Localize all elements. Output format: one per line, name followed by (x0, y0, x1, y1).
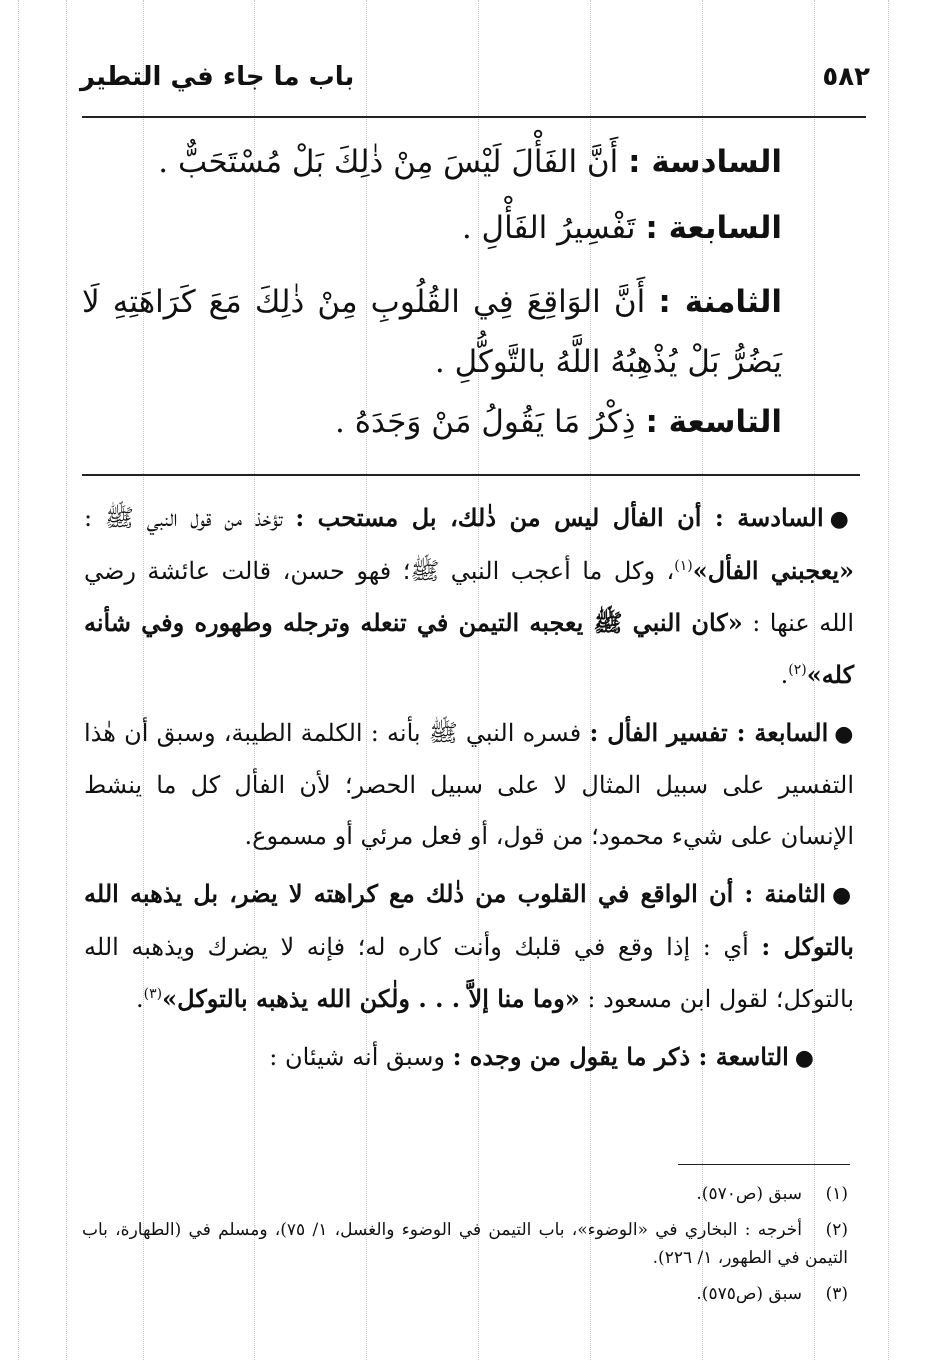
matn-item (82, 400, 782, 444)
bullet-icon: ● (834, 722, 854, 747)
footnote-ref[interactable]: (٣) (143, 986, 163, 1002)
matn-item (82, 272, 782, 392)
commentary-heading: الثامنة : أن الواقع في القلوب من ذٰلك مع كراهته لا يضر، بل يذهبه الله بالتوكل : (84, 879, 854, 961)
matn-item-text: ذِكْرُ مَا يَقُولُ مَنْ وَجَدَهُ . (335, 404, 636, 440)
footnote-ref[interactable]: (٢) (788, 662, 807, 678)
section-rule (82, 474, 860, 476)
commentary-text: . (780, 661, 789, 689)
matn-section (82, 140, 782, 444)
commentary-text: أي : إذا وقع في قلبك وأنت كاره له؛ فإنه لا يضرك ويذهبه الله بالتوكل؛ لقول ابن مسعود : (84, 933, 854, 1013)
matn-item-label: السابعة : (645, 210, 782, 246)
commentary-text: . (136, 985, 144, 1013)
footnotes-section (82, 1180, 848, 1308)
commentary-text: ، وكل ما أعجب النبي ﷺ؛ فهو حسن، قالت عائشة رضي الله عنها : (84, 557, 854, 637)
footnote-ref[interactable]: (١) (674, 558, 693, 574)
commentary-heading: التاسعة : ذكر ما يقول من وجده : (452, 1042, 789, 1071)
footnote-item (82, 1280, 848, 1308)
footnote-text: أخرجه : البخاري في «الوضوء»، باب التيمن في الوضوء والغسل، ١/ ٧٥)، ومسلم في (الطهارة، باب التيمن في الطهور، ١/ ٢٢٦). (82, 1220, 848, 1268)
footnote-text: سبق (ص٥٧٥). (696, 1284, 802, 1304)
header-rule (82, 116, 866, 118)
commentary-paragraph (84, 492, 854, 701)
hadith-quote: «يعجبني الفأل» (692, 556, 854, 585)
page-header (80, 62, 870, 102)
matn-item (82, 140, 782, 184)
athar-quote: «وما منا إلاَّ . . . ولٰكن الله يذهبه بالتوكل» (162, 984, 580, 1013)
footnote-text: سبق (ص٥٧٠). (696, 1184, 802, 1204)
footnote-number: (٣) (825, 1284, 848, 1304)
commentary-text: فسره النبي ﷺ بأنه : الكلمة الطيبة، وسبق أن هٰذا التفسير على سبيل المثال لا على سبيل الحصر؛ لأن الفأل كل ما ينشط الإنسان على شيء محمود؛ من قول، أو فعل مرئي أو مسموع. (84, 719, 854, 850)
matn-item (82, 206, 782, 250)
running-title: باب ما جاء في التطير (80, 62, 355, 92)
commentary-paragraph (84, 707, 854, 862)
scan-guide-line (888, 0, 889, 1360)
matn-item-text: تَفْسِيرُ الفَأْلِ . (461, 210, 636, 246)
commentary-text: وسبق أنه شيئان : (269, 1043, 453, 1071)
footnote-number: (١) (825, 1184, 848, 1204)
commentary-text: تؤخذ من قول النبي ﷺ : (84, 504, 296, 532)
bullet-icon: ● (831, 883, 854, 908)
page-number: ٥٨٢ (822, 62, 870, 92)
matn-item-label: الثامنة : (658, 284, 782, 320)
bullet-icon: ● (794, 1046, 814, 1071)
hadith-quote: «كان النبي ﷺ يعجبه التيمن في تنعله وترجله وطهوره وفي شأنه كله» (84, 608, 854, 689)
commentary-paragraph (84, 868, 854, 1025)
matn-item-text: أَنَّ الوَاقِعَ فِي القُلُوبِ مِنْ ذٰلِكَ مَعَ كَرَاهَتِهِ لَا يَضُرُّ بَلْ يُذْهِبُهُ اللَّهُ بالتَّوكُّلِ . (82, 284, 782, 380)
commentary-heading: السادسة : أن الفأل ليس من ذٰلك، بل مستحب : (295, 503, 824, 532)
footnote-rule (678, 1164, 850, 1165)
scan-guide-line (18, 0, 19, 1360)
commentary-section (84, 492, 854, 1084)
matn-item-label: السادسة : (628, 144, 782, 180)
footnote-item (82, 1180, 848, 1208)
commentary-heading: السابعة : تفسير الفأل : (589, 718, 829, 747)
bullet-icon: ● (829, 507, 854, 532)
footnote-number: (٢) (825, 1220, 849, 1240)
matn-item-label: التاسعة : (645, 404, 782, 440)
footnote-item (82, 1216, 848, 1272)
matn-item-text: أَنَّ الفَأْلَ لَيْسَ مِنْ ذٰلِكَ بَلْ مُسْتَحَبٌّ . (158, 144, 619, 180)
commentary-paragraph (84, 1031, 854, 1084)
scan-guide-line (66, 0, 67, 1360)
